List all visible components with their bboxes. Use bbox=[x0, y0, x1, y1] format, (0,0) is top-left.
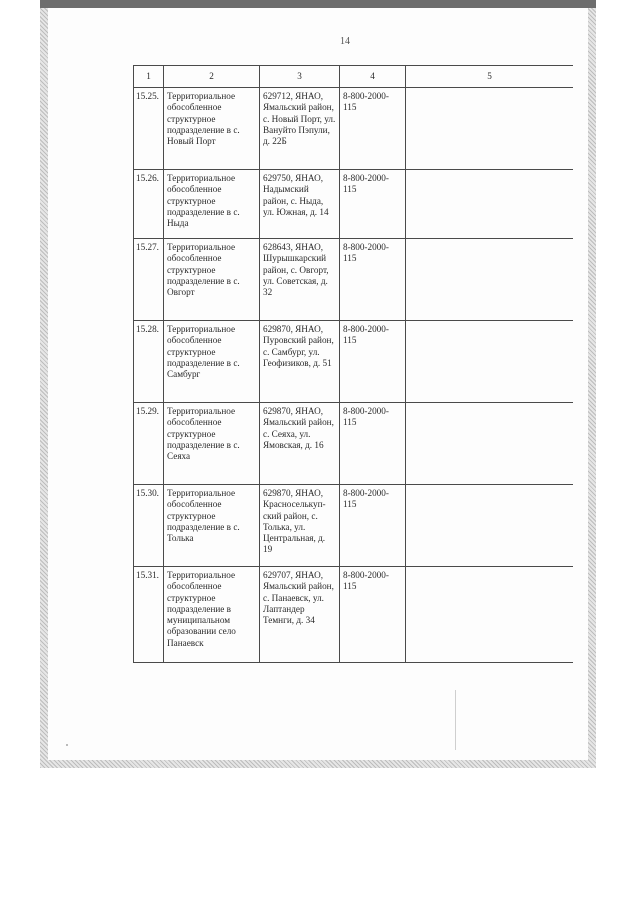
column-header-1: 1 bbox=[134, 66, 164, 88]
row-name: Территориальное обособленное структурное подразделение в с. Новый Порт bbox=[164, 88, 260, 170]
row-address: 629870, ЯНАО, Пуровский район, с. Самбург, ул. Геофизиков, д. 51 bbox=[260, 321, 340, 403]
row-address: 628643, ЯНАО, Шурышкарский район, с. Овгорт, ул. Советская, д. 32 bbox=[260, 239, 340, 321]
row-number: 15.30. bbox=[134, 485, 164, 567]
table-header-row bbox=[134, 66, 574, 88]
row-extra bbox=[406, 567, 574, 663]
row-address: 629870, ЯНАО, Ямальский район, с. Сеяха, ул. Ямовская, д. 16 bbox=[260, 403, 340, 485]
offices-table bbox=[133, 65, 573, 663]
row-name: Территориальное обособленное структурное подразделение в с. Сеяха bbox=[164, 403, 260, 485]
row-number: 15.25. bbox=[134, 88, 164, 170]
page-number: 14 bbox=[340, 36, 350, 47]
row-phone: 8-800-2000-115 bbox=[340, 567, 406, 663]
row-extra bbox=[406, 239, 574, 321]
row-phone: 8-800-2000-115 bbox=[340, 321, 406, 403]
table-row bbox=[134, 239, 574, 321]
row-extra bbox=[406, 321, 574, 403]
row-number: 15.29. bbox=[134, 403, 164, 485]
row-number: 15.31. bbox=[134, 567, 164, 663]
row-address: 629712, ЯНАО, Ямальский район, с. Новый Порт, ул. Вануйто Пэпули, д. 22Б bbox=[260, 88, 340, 170]
row-number: 15.28. bbox=[134, 321, 164, 403]
column-header-2: 2 bbox=[164, 66, 260, 88]
row-name: Территориальное обособленное структурное подразделение в с. Самбург bbox=[164, 321, 260, 403]
row-name: Территориальное обособленное структурное подразделение в муниципальном образовании село Панаевск bbox=[164, 567, 260, 663]
scan-artifact-line bbox=[455, 690, 456, 750]
row-extra bbox=[406, 170, 574, 239]
row-phone: 8-800-2000-115 bbox=[340, 88, 406, 170]
column-header-5: 5 bbox=[406, 66, 574, 88]
row-name: Территориальное обособленное структурное подразделение в с. Толька bbox=[164, 485, 260, 567]
row-extra bbox=[406, 88, 574, 170]
row-phone: 8-800-2000-115 bbox=[340, 239, 406, 321]
row-name: Территориальное обособленное структурное подразделение в с. Овгорт bbox=[164, 239, 260, 321]
row-address: 629707, ЯНАО, Ямальский район, с. Панаевск, ул. Лаптандер Темнги, д. 34 bbox=[260, 567, 340, 663]
table-row bbox=[134, 567, 574, 663]
row-number: 15.26. bbox=[134, 170, 164, 239]
table-row bbox=[134, 321, 574, 403]
row-name: Территориальное обособленное структурное подразделение в с. Ныда bbox=[164, 170, 260, 239]
table-row bbox=[134, 403, 574, 485]
column-header-4: 4 bbox=[340, 66, 406, 88]
row-extra bbox=[406, 403, 574, 485]
scan-artifact-dot bbox=[66, 744, 68, 746]
row-address: 629750, ЯНАО, Надымский район, с. Ныда, ул. Южная, д. 14 bbox=[260, 170, 340, 239]
table-row bbox=[134, 170, 574, 239]
row-extra bbox=[406, 485, 574, 567]
row-address: 629870, ЯНАО, Красноселькуп-ский район, с. Толька, ул. Центральная, д. 19 bbox=[260, 485, 340, 567]
table-row bbox=[134, 485, 574, 567]
row-number: 15.27. bbox=[134, 239, 164, 321]
column-header-3: 3 bbox=[260, 66, 340, 88]
row-phone: 8-800-2000-115 bbox=[340, 485, 406, 567]
scan-top-edge bbox=[40, 0, 596, 8]
table-row bbox=[134, 88, 574, 170]
row-phone: 8-800-2000-115 bbox=[340, 170, 406, 239]
row-phone: 8-800-2000-115 bbox=[340, 403, 406, 485]
